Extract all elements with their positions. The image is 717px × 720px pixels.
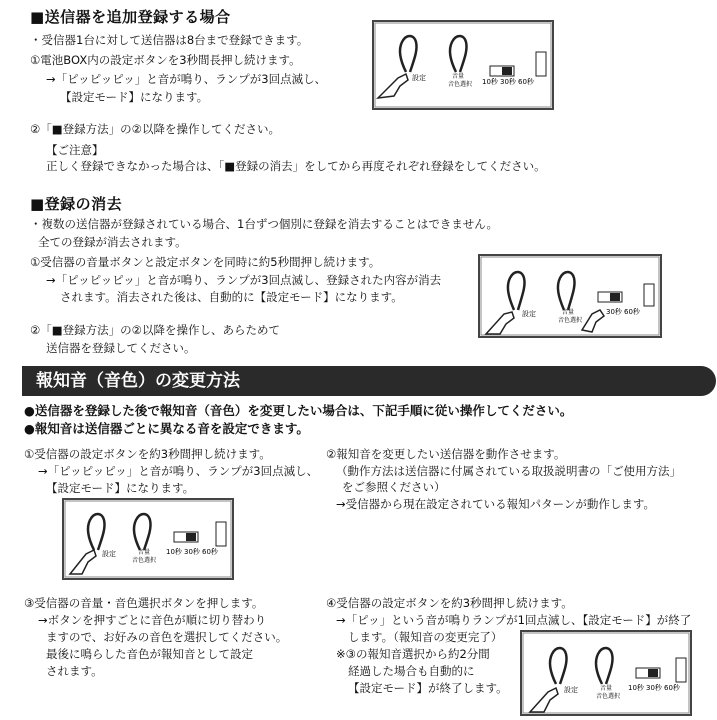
sound-change-title: 報知音（音色）の変更方法 [36, 371, 240, 391]
panel4-t60: 60秒 [664, 684, 680, 692]
panel1-t10: 10秒 [482, 78, 498, 86]
panel1-setting-label: 設定 [412, 74, 426, 82]
delete-intro2: 全ての登録が消去されます。 [38, 235, 187, 249]
panel2-t60: 60秒 [624, 308, 640, 316]
delete-step2-sub: 送信器を登録してください。 [46, 341, 196, 355]
add-step1-sub1: →「ピッピッピッ」と音が鳴り、ランプが3回点滅し、 [46, 72, 327, 86]
sound-step2: ②報知音を変更したい送信器を動作させます。 [326, 447, 566, 461]
add-note-body: 正しく登録できなかった場合は、「■登録の消去」をしてから再度それぞれ登録をしてください。 [46, 159, 546, 173]
sound-step4-note2: 経過した場合も自動的に [348, 664, 475, 678]
panel3-t10: 10秒 [166, 548, 182, 556]
add-step1-sub2: 【設定モード】になります。 [60, 90, 209, 104]
panel2-setting-label: 設定 [522, 310, 536, 318]
heading-delete: ■登録の消去 [30, 195, 123, 213]
panel4-t30: 30秒 [646, 684, 662, 692]
delete-step1-sub2: されます。消去された後は、自動的に【設定モード】になります。 [60, 290, 403, 304]
panel1-t60: 60秒 [518, 78, 534, 86]
sound-step2-sub2: をご参照ください） [342, 480, 446, 494]
panel4-tone-label: 音色選択 [596, 693, 621, 700]
sound-step3: ③受信器の音量・音色選択ボタンを押します。 [24, 596, 264, 610]
sound-step3-sub1: →ボタンを押すごとに音色が順に切り替わり [38, 613, 267, 627]
panel3-t30: 30秒 [184, 548, 200, 556]
panel1-volume-label: 音量 [452, 73, 465, 80]
panel3-setting-label: 設定 [102, 550, 116, 558]
delete-step2: ②「■登録方法」の②以降を操作し、あらためて [30, 323, 280, 337]
sound-change-title-bar [22, 366, 716, 396]
add-step1: ①電池BOX内の設定ボタンを3秒間長押し続けます。 [30, 53, 301, 67]
panel3-t60: 60秒 [202, 548, 218, 556]
sound-step3-sub2: ますので、お好みの音色を選択してください。 [46, 630, 288, 644]
panel1-tone-label: 音色選択 [448, 81, 473, 88]
sound-bullet1: ●送信器を登録した後で報知音（音色）を変更したい場合は、下記手順に従い操作してください。 [24, 403, 573, 418]
sound-step1-sub2: 【設定モード】になります。 [46, 481, 195, 495]
delete-intro1: ・複数の送信器が登録されている場合、1台ずつ個別に登録を消去することはできません。 [30, 217, 499, 231]
panel2-volume-label: 音量 [562, 309, 575, 316]
panel4-volume-label: 音量 [600, 685, 613, 692]
sound-step1-sub1: →「ピッピッピッ」と音が鳴り、ランプが3回点滅し、 [38, 464, 319, 478]
sound-step3-sub4: されます。 [46, 664, 103, 678]
sound-step4-sub2: します。（報知音の変更完了） [348, 630, 503, 644]
panel3-tone-label: 音色選択 [132, 557, 157, 564]
add-intro: ・受信器1台に対して送信器は8台まで登録できます。 [30, 33, 309, 47]
sound-step4-note3: 【設定モード】が終了します。 [348, 681, 508, 695]
receiver-panel-3 [62, 498, 234, 580]
receiver-panel-4 [520, 630, 692, 716]
receiver-panel-2 [478, 254, 662, 338]
receiver-panel-1 [372, 20, 554, 110]
heading-add: ■送信器を追加登録する場合 [30, 8, 231, 26]
panel4-t10: 10秒 [628, 684, 644, 692]
panel2-t30: 30秒 [606, 308, 622, 316]
delete-step1: ①受信器の音量ボタンと設定ボタンを同時に約5秒間押し続けます。 [30, 255, 381, 269]
sound-step4: ④受信器の設定ボタンを約3秒間押し続けます。 [326, 596, 573, 610]
sound-step1: ①受信器の設定ボタンを約3秒間押し続けます。 [24, 447, 271, 461]
panel1-t30: 30秒 [500, 78, 516, 86]
panel4-setting-label: 設定 [564, 686, 578, 694]
sound-step3-sub3: 最後に鳴らした音色が報知音として設定 [46, 647, 253, 661]
sound-step4-sub1: →「ピッ」という音が鳴りランプが1回点滅し、【設定モード】が終了 [336, 613, 692, 627]
panel2-tone-label: 音色選択 [558, 317, 583, 324]
sound-step4-note1: ※③の報知音選択から約2分間 [336, 647, 490, 661]
sound-step2-sub1: （動作方法は送信器に付属されている取扱説明書の「ご使用方法」 [336, 464, 681, 478]
add-note-title: 【ご注意】 [46, 143, 104, 157]
sound-bullet2: ●報知音は送信器ごとに異なる音を設定できます。 [24, 421, 309, 436]
add-step2: ②「■登録方法」の②以降を操作してください。 [30, 122, 280, 136]
sound-step2-sub3: →受信器から現在設定されている報知パターンが動作します。 [336, 497, 655, 511]
panel3-volume-label: 音量 [138, 549, 151, 556]
delete-step1-sub1: →「ピッピッピッ」と音が鳴り、ランプが3回点滅し、登録された内容が消去 [46, 273, 442, 287]
